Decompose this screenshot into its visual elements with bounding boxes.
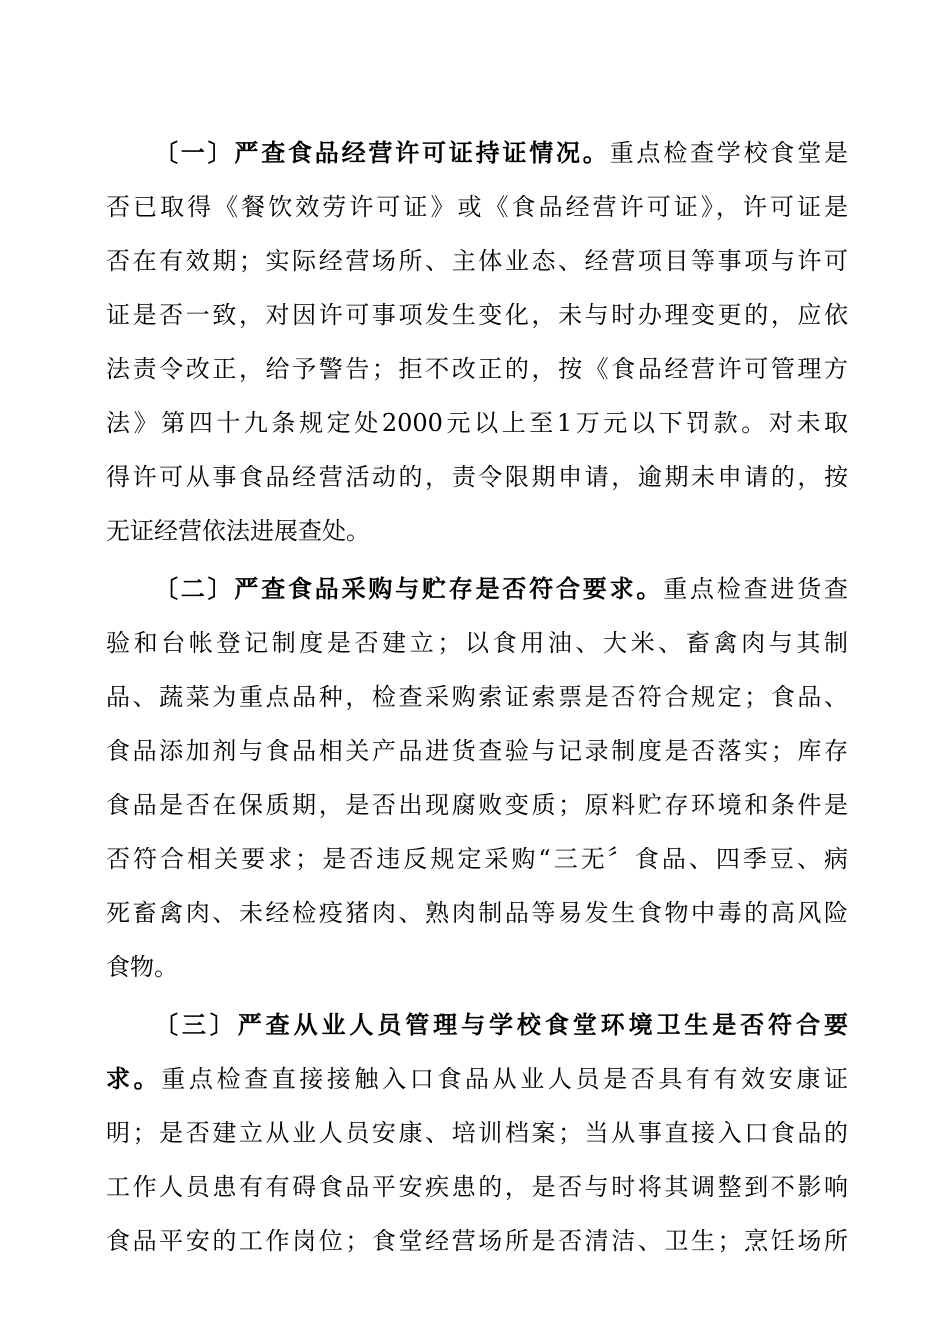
line-text: 食物。 [106, 953, 178, 981]
section-3-heading-end: 求。 [106, 1064, 162, 1093]
line-text: 法责令改正，给予警告；拒不改正的，按《食品经营许可管理方 [106, 355, 848, 383]
paragraph-2-line-8 [106, 940, 848, 994]
paragraph-1-line-6 [106, 396, 848, 450]
line-text: 否已取得《餐饮效劳许可证》或《食品经营许可证》，许可证是 [106, 193, 848, 221]
paragraph-3-line-1 [106, 998, 848, 1052]
line-text: 工作人员患有有碍食品平安疾患的，是否与时将其调整到不影响 [106, 1173, 848, 1201]
paragraph-1-line-8 [106, 504, 848, 558]
line-text: 食品添加剂与食品相关产品进货查验与记录制度是否落实；库存 [106, 737, 848, 765]
section-1-heading: 〔一〕严查食品经营许可证持证情况。 [154, 138, 610, 167]
paragraph-1-line-1 [106, 126, 848, 180]
line-text: 得许可从事食品经营活动的，责令限期申请，逾期未申请的，按 [106, 463, 848, 491]
line-text: 重点检查进货查 [663, 575, 848, 603]
paragraph-2-line-4 [106, 724, 848, 778]
line-text: 证是否一致，对因许可事项发生变化，未与时办理变更的，应依 [106, 301, 848, 329]
paragraph-3-line-2 [106, 1052, 848, 1106]
section-2-heading: 〔二〕严查食品采购与贮存是否符合要求。 [154, 574, 664, 603]
document-page [106, 126, 848, 1268]
paragraph-3-line-3 [106, 1106, 848, 1160]
paragraph-1-line-7 [106, 450, 848, 504]
line-text: 否在有效期；实际经营场所、主体业态、经营项目等事项与许可 [106, 247, 848, 275]
paragraph-2-line-7 [106, 886, 848, 940]
line-text: 食品平安的工作岗位；食堂经营场所是否清洁、卫生；烹饪场所 [106, 1227, 848, 1255]
line-text: 无证经营依法进展查处。 [106, 517, 370, 545]
paragraph-2-line-2 [106, 616, 848, 670]
line-text: 死畜禽肉、未经检疫猪肉、熟肉制品等易发生食物中毒的高风险 [106, 899, 848, 927]
paragraph-2-line-1 [106, 562, 848, 616]
line-text: 否符合相关要求；是否违反规定采购“三无〞食品、四季豆、病 [106, 845, 848, 873]
paragraph-1-line-5 [106, 342, 848, 396]
paragraph-3-line-4 [106, 1160, 848, 1214]
paragraph-1-line-2 [106, 180, 848, 234]
paragraph-1-line-4 [106, 288, 848, 342]
section-3-heading: 〔三〕严查从业人员管理与学校食堂环境卫生是否符合要 [154, 1010, 848, 1039]
paragraph-1-line-3 [106, 234, 848, 288]
line-text: 重点检查直接接触入口食品从业人员是否具有有效安康证 [161, 1065, 848, 1093]
paragraph-2-line-6 [106, 832, 848, 886]
line-text: 明；是否建立从业人员安康、培训档案；当从事直接入口食品的 [106, 1119, 848, 1147]
line-text: 法》第四十九条规定处2000元以上至1万元以下罚款。对未取 [106, 409, 848, 437]
paragraph-2-line-3 [106, 670, 848, 724]
line-text: 重点检查学校食堂是 [609, 139, 848, 167]
line-text: 验和台帐登记制度是否建立；以食用油、大米、畜禽肉与其制 [106, 629, 848, 657]
paragraph-2-line-5 [106, 778, 848, 832]
paragraph-3-line-5 [106, 1214, 848, 1268]
line-text: 品、蔬菜为重点品种，检查采购索证索票是否符合规定；食品、 [106, 683, 848, 711]
line-text: 食品是否在保质期，是否出现腐败变质；原料贮存环境和条件是 [106, 791, 848, 819]
